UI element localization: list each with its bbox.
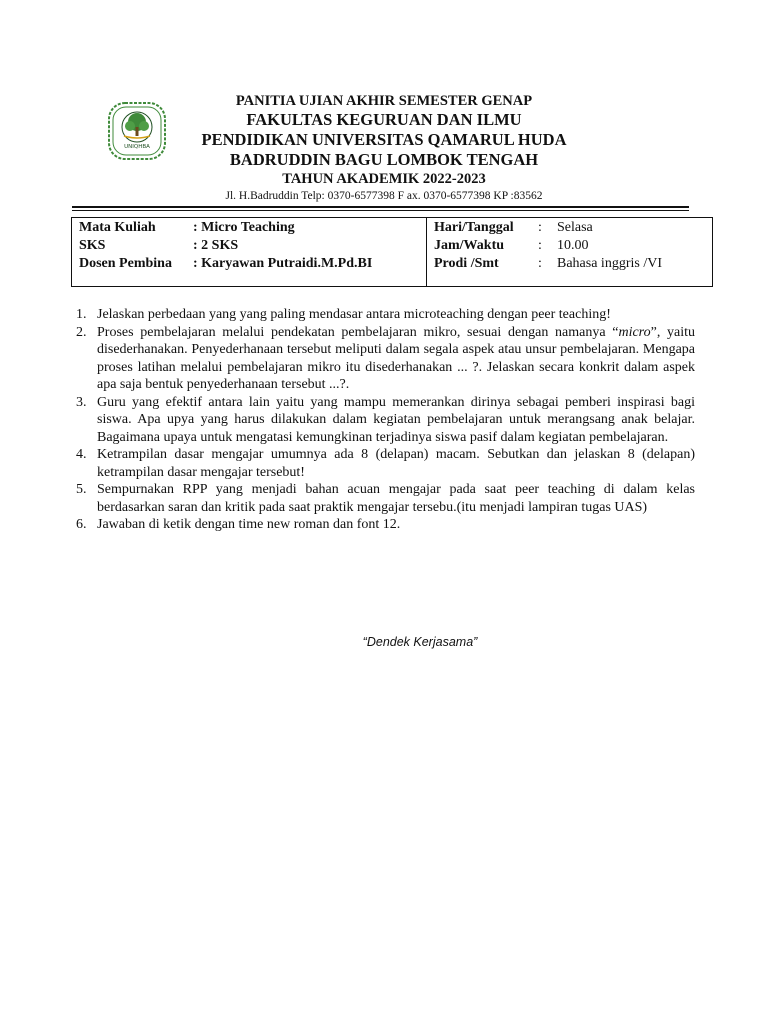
academic-year: TAHUN AKADEMIK 2022-2023 bbox=[282, 171, 486, 187]
question-emphasis: micro bbox=[618, 324, 651, 340]
address-line: Jl. H.Badruddin Telp: 0370-6577398 F ax. 0370-6577398 KP :83562 bbox=[225, 190, 543, 202]
info-label: Mata Kuliah bbox=[79, 220, 156, 235]
info-value: : Karyawan Putraidi.M.Pd.BI bbox=[193, 256, 373, 271]
question-text-part: Proses pembelajaran melalui pendekatan pembelajaran mikro, sesuai dengan namanya “ bbox=[97, 324, 619, 340]
header-divider-thin bbox=[72, 210, 689, 211]
header-divider bbox=[72, 206, 689, 208]
question-text: Sempurnakan RPP yang menjadi bahan acuan mengajar pada saat peer teaching di dalam kelas berdasarkan saran dan kritik pada saat praktik mengajar tersebu.(itu menjadi lampiran tugas UAS) bbox=[97, 482, 695, 515]
committee-title: PANITIA UJIAN AKHIR SEMESTER GENAP bbox=[235, 93, 533, 109]
info-label: Hari/Tanggal bbox=[434, 220, 514, 235]
info-value: : Micro Teaching bbox=[193, 220, 295, 235]
question-text bbox=[97, 324, 695, 394]
question-number: 4. bbox=[76, 447, 87, 462]
info-row bbox=[434, 219, 712, 237]
question-text-part: ”, yaitu disederhanakan. Penyederhanaan tersebut meliputi dalam segala aspek atau unsur pembelajaran. Mengapa proses latihan melalui pembelajaran mikro itu disederhanakan ... ?. Jelaskan secara konkrit dalam aspek apa saja bentuk penyederhanaan tersebut ...?. bbox=[97, 324, 695, 392]
info-colon: : bbox=[538, 238, 542, 253]
info-label: Prodi /Smt bbox=[434, 256, 499, 271]
info-value: 10.00 bbox=[557, 238, 589, 253]
question-text: Guru yang efektif antara lain yaitu yang mampu memerankan dirinya sebagai pemberi inspirasi bagi siswa. Apa upya yang harus dilakukan dalam kegiatan pembelajaran untuk merangsang anak belajar. Bagaimana upaya untuk mengatasi kemungkinan terjadinya siswa pasif dalam kegiatan pembelajaran. bbox=[97, 394, 695, 445]
info-value: Bahasa inggris /VI bbox=[557, 256, 662, 271]
question-item bbox=[76, 324, 695, 394]
info-value: Selasa bbox=[557, 220, 593, 235]
question-number: 2. bbox=[76, 324, 87, 340]
info-row bbox=[79, 237, 426, 255]
exam-info-table bbox=[71, 217, 713, 287]
info-label: SKS bbox=[79, 238, 106, 253]
university-seal-icon bbox=[106, 100, 168, 162]
faculty-title: FAKULTAS KEGURUAN DAN ILMU bbox=[246, 110, 522, 129]
info-label: Dosen Pembina bbox=[79, 256, 172, 271]
question-text: Jelaskan perbedaan yang yang paling mendasar antara microteaching dengan peer teaching! bbox=[97, 307, 611, 322]
info-label: Jam/Waktu bbox=[434, 238, 505, 253]
document-header bbox=[180, 92, 588, 204]
question-item bbox=[76, 306, 695, 324]
question-list bbox=[76, 306, 695, 534]
question-number: 3. bbox=[76, 394, 87, 410]
motto: “Dendek Kerjasama” bbox=[362, 635, 478, 649]
info-row bbox=[79, 219, 426, 237]
question-number: 5. bbox=[76, 482, 87, 497]
course-info bbox=[72, 218, 427, 286]
question-number: 1. bbox=[76, 307, 87, 322]
info-row bbox=[434, 255, 712, 273]
question-item bbox=[76, 481, 695, 516]
question-number: 6. bbox=[76, 517, 87, 532]
info-value: : 2 SKS bbox=[193, 238, 239, 253]
info-row bbox=[79, 255, 426, 273]
info-row bbox=[434, 237, 712, 255]
info-colon: : bbox=[538, 220, 542, 235]
location-title: BADRUDDIN BAGU LOMBOK TENGAH bbox=[229, 150, 539, 169]
schedule-info bbox=[427, 218, 712, 286]
seal-text: UNIQHBA bbox=[124, 144, 150, 150]
question-item bbox=[76, 394, 695, 447]
question-text: Jawaban di ketik dengan time new roman dan font 12. bbox=[97, 517, 401, 532]
question-text: Ketrampilan dasar mengajar umumnya ada 8 (delapan) macam. Sebutkan dan jelaskan 8 (delapan) ketrampilan dasar mengajar tersebut! bbox=[97, 447, 695, 480]
question-item bbox=[76, 446, 695, 481]
question-item bbox=[76, 516, 695, 534]
info-colon: : bbox=[538, 256, 542, 271]
university-title: PENDIDIKAN UNIVERSITAS QAMARUL HUDA bbox=[201, 130, 567, 149]
